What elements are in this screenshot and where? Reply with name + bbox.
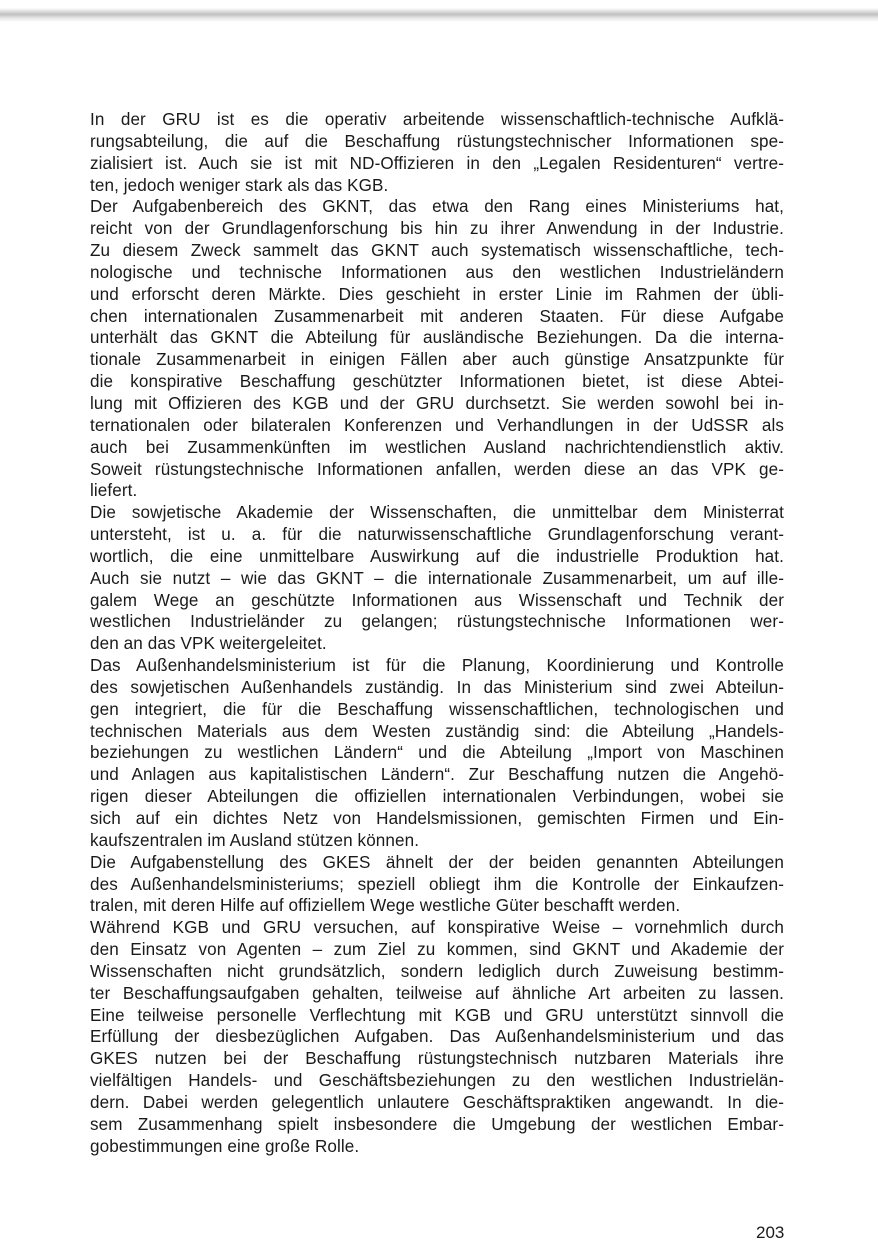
text-line: Eine teilweise personelle Verflechtung mit KGB und GRU unterstützt sinnvoll die bbox=[90, 1005, 784, 1025]
text-line: gen integriert, die für die Beschaffung wissenschaftlichen, technologischen und bbox=[90, 699, 784, 719]
text-line: die konspirative Beschaffung geschützter Informationen bietet, ist diese Abtei- bbox=[90, 372, 784, 392]
text-line: technischen Materials aus dem Westen zuständig sind: die Abteilung „Handels- bbox=[90, 721, 784, 741]
text-line: rungsabteilung, die auf die Beschaffung rüstungstechnischer Informationen spe- bbox=[90, 131, 784, 151]
text-line: beziehungen zu westlichen Ländern“ und die Abteilung „Import von Maschinen bbox=[90, 743, 784, 763]
paragraph-gknt bbox=[90, 196, 784, 502]
text-line: zialisiert ist. Auch sie ist mit ND-Offizieren in den „Legalen Residenturen“ vertre- bbox=[90, 153, 784, 173]
text-line: Die sowjetische Akademie der Wissenschaften, die unmittelbar dem Ministerrat bbox=[90, 503, 784, 523]
page-body-text bbox=[90, 109, 784, 1158]
text-line: rigen dieser Abteilungen die offiziellen internationalen Verbindungen, wobei sie bbox=[90, 787, 784, 807]
paragraph-gkes bbox=[90, 852, 784, 918]
scan-shadow-edge bbox=[0, 8, 878, 22]
text-line: Erfüllung der diesbezüglichen Aufgaben. Das Außenhandelsministerium und das bbox=[90, 1027, 784, 1047]
text-line: Soweit rüstungstechnische Informationen anfallen, werden diese an das VPK ge- bbox=[90, 459, 784, 479]
text-line: Zu diesem Zweck sammelt das GKNT auch systematisch wissenschaftliche, tech- bbox=[90, 241, 784, 261]
text-line: dern. Dabei werden gelegentlich unlautere Geschäftspraktiken angewandt. In die- bbox=[90, 1092, 784, 1112]
text-line: des Außenhandelsministeriums; speziell obliegt ihm die Kontrolle der Einkaufzen- bbox=[90, 874, 784, 894]
text-line: lung mit Offizieren des KGB und der GRU durchsetzt. Sie werden sowohl bei in- bbox=[90, 393, 784, 413]
text-line: Der Aufgabenbereich des GKNT, das etwa den Rang eines Ministeriums hat, bbox=[90, 197, 784, 217]
text-line: auch bei Zusammenkünften im westlichen Ausland nachrichtendienstlich aktiv. bbox=[90, 437, 784, 457]
text-line: des sowjetischen Außenhandels zuständig. In das Ministerium sind zwei Abteilun- bbox=[90, 677, 784, 697]
text-line: nologische und technische Informationen aus den westlichen Industrieländern bbox=[90, 262, 784, 282]
text-line: liefert. bbox=[90, 481, 138, 501]
text-line: In der GRU ist es die operativ arbeitende wissenschaftlich-technische Aufklä- bbox=[90, 110, 784, 129]
text-line: ter Beschaffungsaufgaben gehalten, teilweise auf ähnliche Art arbeiten zu lassen. bbox=[90, 983, 784, 1003]
text-line: ten, jedoch weniger stark als das KGB. bbox=[90, 175, 389, 195]
text-line: und Anlagen aus kapitalistischen Ländern“. Zur Beschaffung nutzen die Angehö- bbox=[90, 765, 784, 785]
text-line: sich auf ein dichtes Netz von Handelsmissionen, gemischten Firmen und Ein- bbox=[90, 809, 784, 828]
text-line: GKES nutzen bei der Beschaffung rüstungstechnisch nutzbaren Materials ihre bbox=[90, 1049, 784, 1069]
text-line: unterhält das GKNT die Abteilung für ausländische Beziehungen. Da die interna- bbox=[90, 328, 784, 348]
paragraph-akademie bbox=[90, 502, 784, 655]
paragraph-aussenhandel bbox=[90, 655, 784, 852]
text-line: kaufszentralen im Ausland stützen können. bbox=[90, 830, 420, 850]
text-line: ternationalen oder bilateralen Konferenzen und Verhandlungen in der UdSSR als bbox=[90, 415, 784, 435]
text-line: chen internationalen Zusammenarbeit mit anderen Staaten. Für diese Aufgabe bbox=[90, 306, 784, 326]
text-line: untersteht, ist u. a. für die naturwissenschaftliche Grundlagenforschung verant- bbox=[90, 525, 784, 545]
text-line: und erforscht deren Märkte. Dies geschieht in erster Linie im Rahmen der übli- bbox=[90, 284, 784, 304]
text-line: Wissenschaften nicht grundsätzlich, sondern lediglich durch Zuweisung bestimm- bbox=[90, 961, 784, 981]
text-line: reicht von der Grundlagenforschung bis hin zu ihrer Anwendung in der Industrie. bbox=[90, 219, 784, 239]
text-line: wortlich, die eine unmittelbare Auswirkung auf die industrielle Produktion hat. bbox=[90, 546, 784, 566]
text-line: tionale Zusammenarbeit in einigen Fällen aber auch günstige Ansatzpunkte für bbox=[90, 350, 784, 370]
text-line: Das Außenhandelsministerium ist für die Planung, Koordinierung und Kontrolle bbox=[90, 656, 784, 676]
text-line: westlichen Industrieländer zu gelangen; rüstungstechnische Informationen wer- bbox=[90, 612, 784, 632]
text-line: sem Zusammenhang spielt insbesondere die Umgebung der westlichen Embar- bbox=[90, 1114, 784, 1134]
text-line: galem Wege an geschützte Informationen aus Wissenschaft und Technik der bbox=[90, 590, 784, 610]
paragraph-gru bbox=[90, 109, 784, 196]
text-line: Auch sie nutzt – wie das GKNT – die internationale Zusammenarbeit, um auf ille- bbox=[90, 568, 784, 588]
text-line: Während KGB und GRU versuchen, auf konspirative Weise – vornehmlich durch bbox=[90, 918, 784, 938]
text-line: vielfältigen Handels- und Geschäftsbeziehungen zu den westlichen Industrielän- bbox=[90, 1071, 784, 1091]
page-number: 203 bbox=[756, 1223, 785, 1242]
text-line: tralen, mit deren Hilfe auf offiziellem Wege westliche Güter beschafft werden. bbox=[90, 896, 681, 916]
paragraph-summary bbox=[90, 917, 784, 1157]
text-line: gobestimmungen eine große Rolle. bbox=[90, 1136, 360, 1156]
text-line: Die Aufgabenstellung des GKES ähnelt der der beiden genannten Abteilungen bbox=[90, 852, 784, 872]
text-line: den an das VPK weitergeleitet. bbox=[90, 634, 327, 654]
text-line: den Einsatz von Agenten – zum Ziel zu kommen, sind GKNT und Akademie der bbox=[90, 940, 784, 960]
